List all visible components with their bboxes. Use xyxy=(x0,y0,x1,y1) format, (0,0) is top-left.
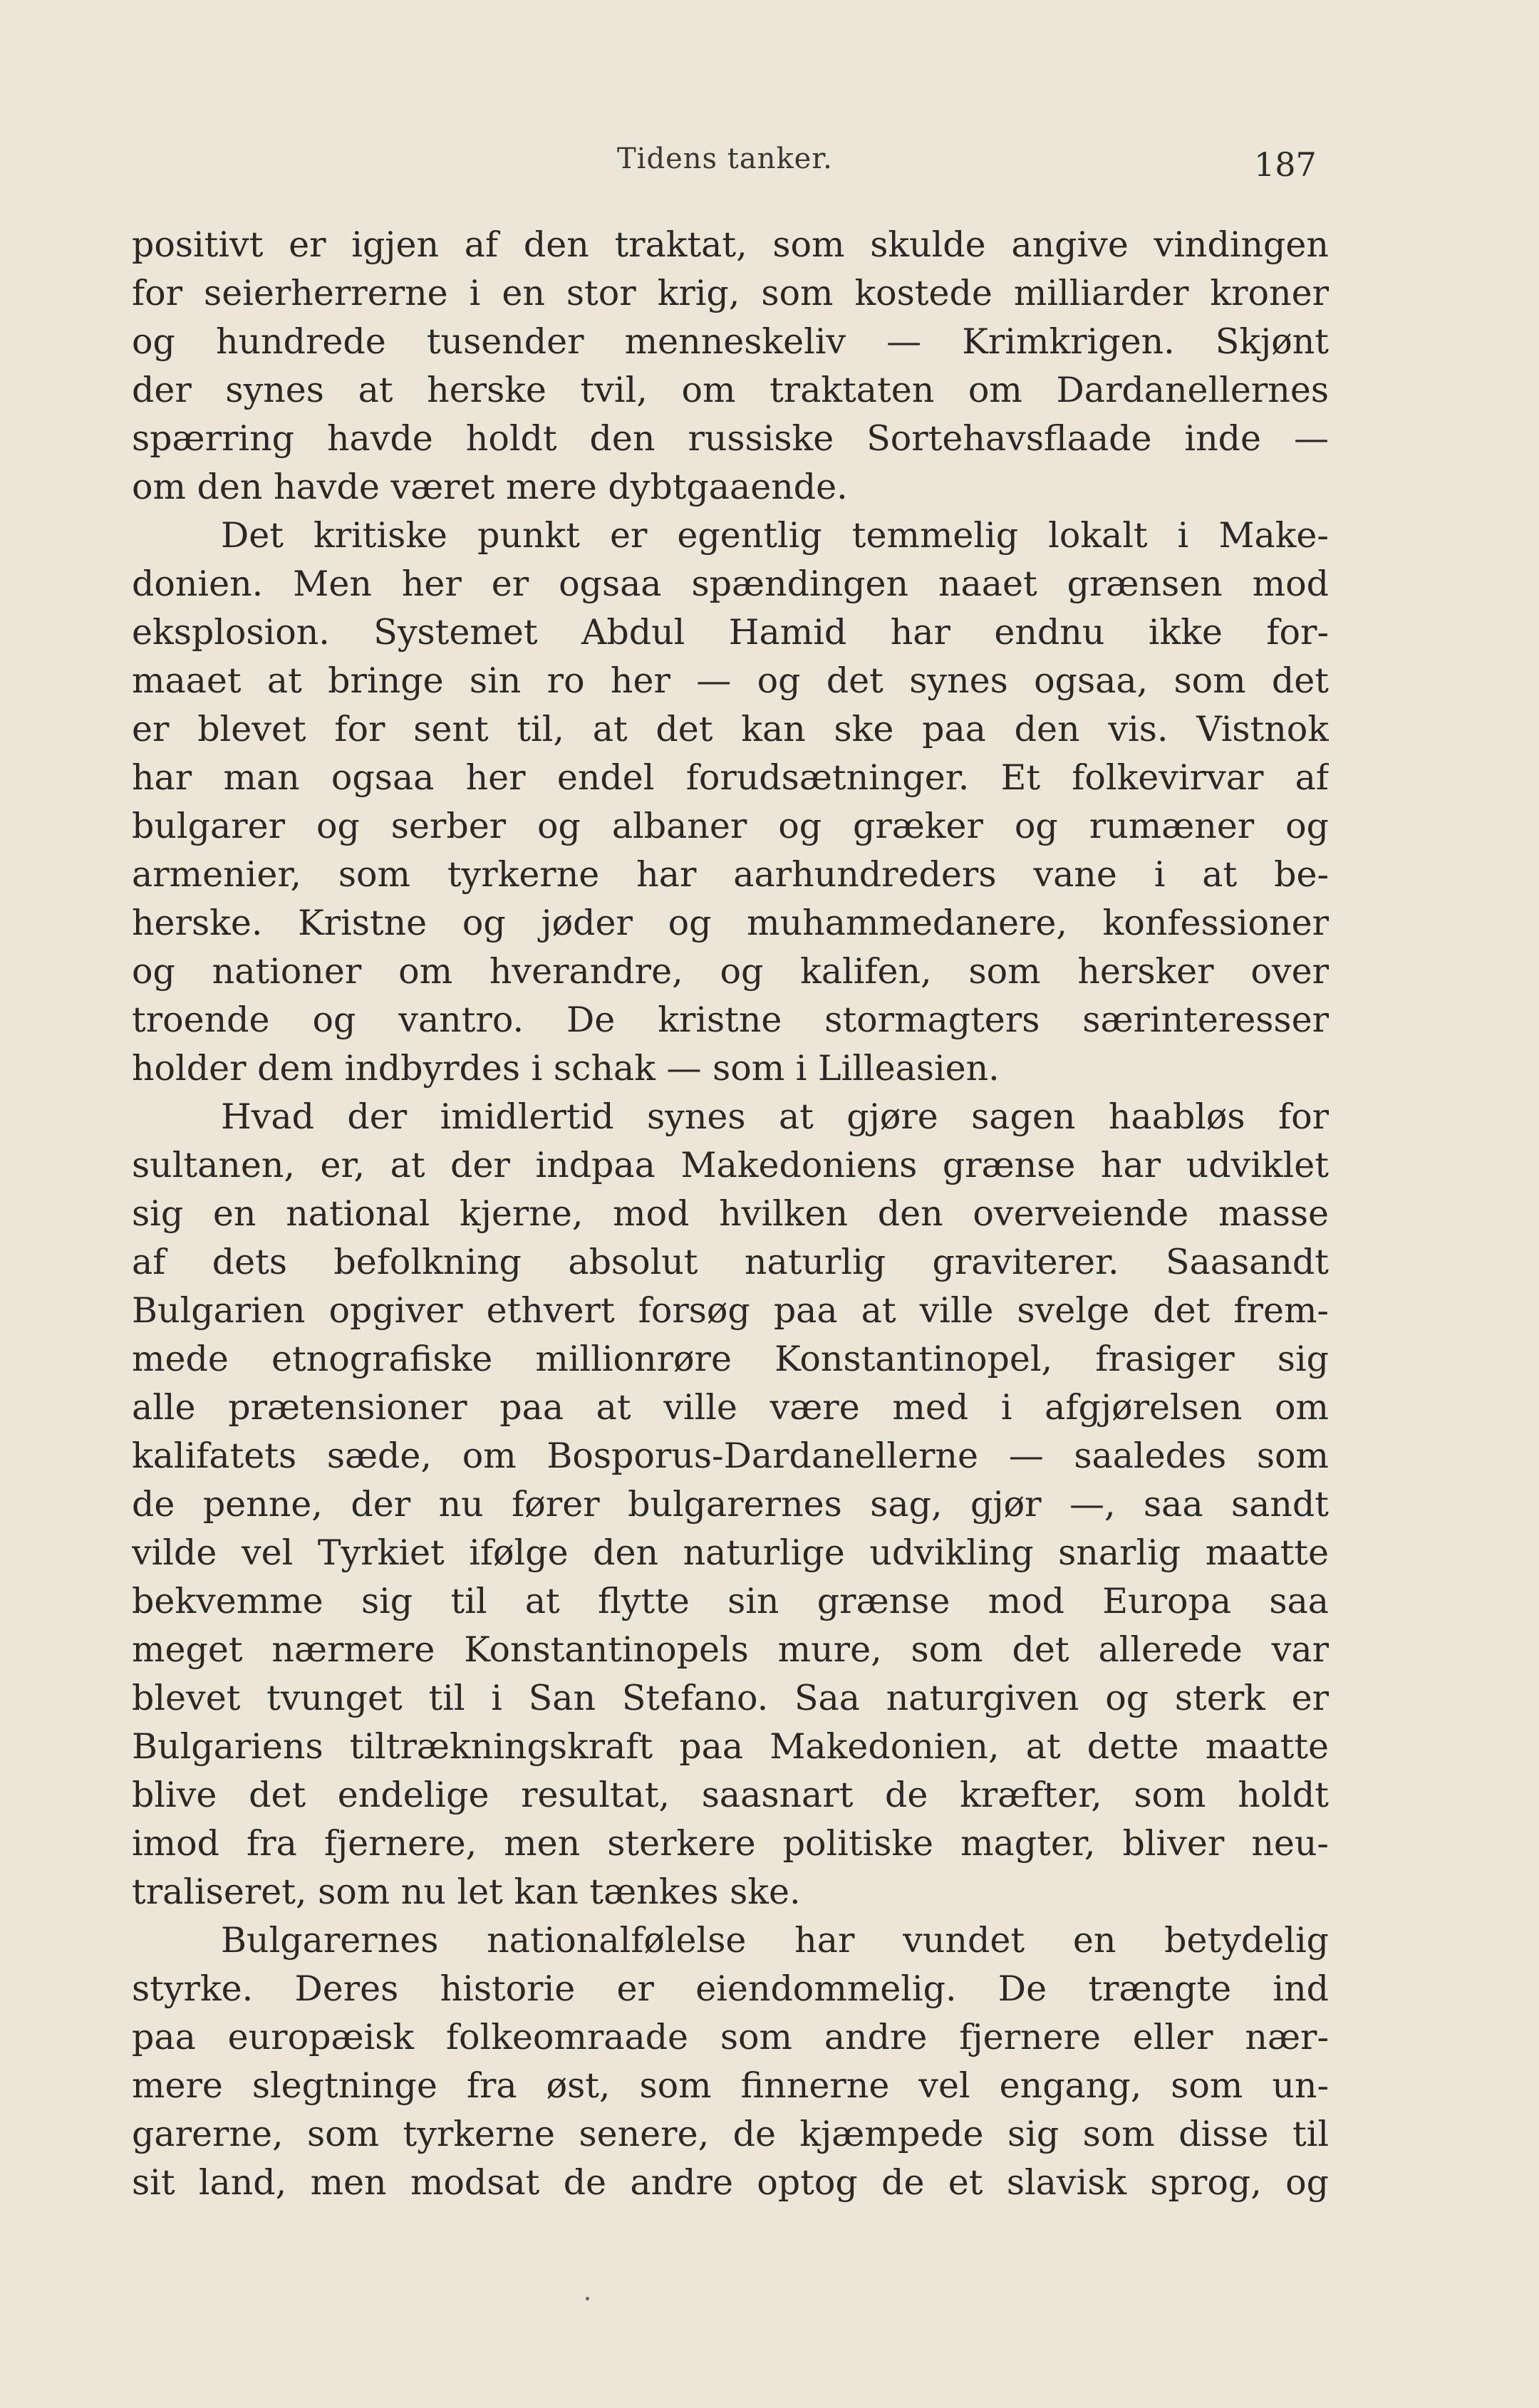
text-line: og nationer om hverandre, og kalifen, som hersker over xyxy=(132,951,1329,992)
text-line: sig en national kjerne, mod hvilken den overveiende masse xyxy=(132,1193,1329,1234)
text-line: sultanen, er, at der indpaa Makedoniens grænse har udviklet xyxy=(132,1145,1329,1185)
text-line: Hvad der imidlertid synes at gjøre sagen haabløs for xyxy=(221,1096,1329,1137)
text-line: Bulgariens tiltrækningskraft paa Makedonien, at dette maatte xyxy=(132,1726,1329,1767)
page-header xyxy=(0,142,1539,192)
text-line: garerne, som tyrkerne senere, de kjæmpede sig som disse til xyxy=(132,2114,1329,2154)
text-line: imod fra fjernere, men sterkere politiske magter, bliver neu- xyxy=(132,1823,1329,1864)
text-line: spærring havde holdt den russiske Sortehavsflaade inde — xyxy=(132,418,1329,459)
text-line: kalifatets sæde, om Bosporus-Dardanellerne — saaledes som xyxy=(132,1436,1329,1476)
text-line: armenier, som tyrkerne har aarhundreders vane i at be- xyxy=(132,854,1329,895)
text-line: sit land, men modsat de andre optog de et slavisk sprog, og xyxy=(132,2162,1329,2203)
text-line: troende og vantro. De kristne stormagters særinteresser xyxy=(132,1000,1329,1040)
text-line: Det kritiske punkt er egentlig temmelig lokalt i Make- xyxy=(221,515,1329,556)
text-line: donien. Men her er ogsaa spændingen naaet grænsen mod xyxy=(132,564,1329,604)
paper-speck xyxy=(586,2297,589,2300)
body-text xyxy=(132,221,1329,2207)
text-line: Bulgarernes nationalfølelse har vundet en betydelig xyxy=(221,1920,1329,1961)
text-line: af dets befolkning absolut naturlig graviterer. Saasandt xyxy=(132,1242,1329,1282)
text-line: paa europæisk folkeomraade som andre fjernere eller nær- xyxy=(132,2017,1329,2057)
text-line: bulgarer og serber og albaner og græker og rumæner og xyxy=(132,806,1329,846)
text-line: blevet tvunget til i San Stefano. Saa naturgiven og sterk er xyxy=(132,1678,1329,1718)
text-line: der synes at herske tvil, om traktaten om Dardanellernes xyxy=(132,370,1329,410)
text-line: vilde vel Tyrkiet ifølge den naturlige udvikling snarlig maatte xyxy=(132,1532,1329,1573)
text-line: mede etnografiske millionrøre Konstantinopel, frasiger sig xyxy=(132,1339,1329,1379)
text-line: herske. Kristne og jøder og muhammedanere, konfessioner xyxy=(132,903,1329,943)
text-line: og hundrede tusender menneskeliv — Krimkrigen. Skjønt xyxy=(132,321,1329,362)
text-line: eksplosion. Systemet Abdul Hamid har endnu ikke for- xyxy=(132,612,1329,653)
text-line: Bulgarien opgiver ethvert forsøg paa at ville svelge det frem- xyxy=(132,1290,1329,1331)
text-line: bekvemme sig til at flytte sin grænse mod Europa saa xyxy=(132,1581,1329,1621)
running-title: Tidens tanker. xyxy=(617,142,833,175)
page-number: 187 xyxy=(1254,145,1317,184)
text-line: de penne, der nu fører bulgarernes sag, gjør —, saa sandt xyxy=(132,1484,1329,1525)
text-line: er blevet for sent til, at det kan ske paa den vis. Vistnok xyxy=(132,709,1329,749)
text-line: har man ogsaa her endel forudsætninger. Et folkevirvar af xyxy=(132,757,1329,798)
text-line: alle prætensioner paa at ville være med i afgjørelsen om xyxy=(132,1387,1329,1428)
text-line: traliseret, som nu let kan tænkes ske. xyxy=(132,1872,801,1912)
text-line: meget nærmere Konstantinopels mure, som det allerede var xyxy=(132,1629,1329,1670)
text-line: maaet at bringe sin ro her — og det synes ogsaa, som det xyxy=(132,660,1329,701)
text-line: styrke. Deres historie er eiendommelig. De trængte ind xyxy=(132,1968,1329,2009)
text-line: blive det endelige resultat, saasnart de kræfter, som holdt xyxy=(132,1775,1329,1815)
text-line: om den havde været mere dybtgaaende. xyxy=(132,467,848,507)
text-line: mere slegtninge fra øst, som finnerne vel engang, som un- xyxy=(132,2065,1329,2106)
text-line: positivt er igjen af den traktat, som skulde angive vindingen xyxy=(132,224,1329,265)
text-line: for seierherrerne i en stor krig, som kostede milliarder kroner xyxy=(132,273,1329,313)
text-line: holder dem indbyrdes i schak — som i Lilleasien. xyxy=(132,1048,1000,1089)
